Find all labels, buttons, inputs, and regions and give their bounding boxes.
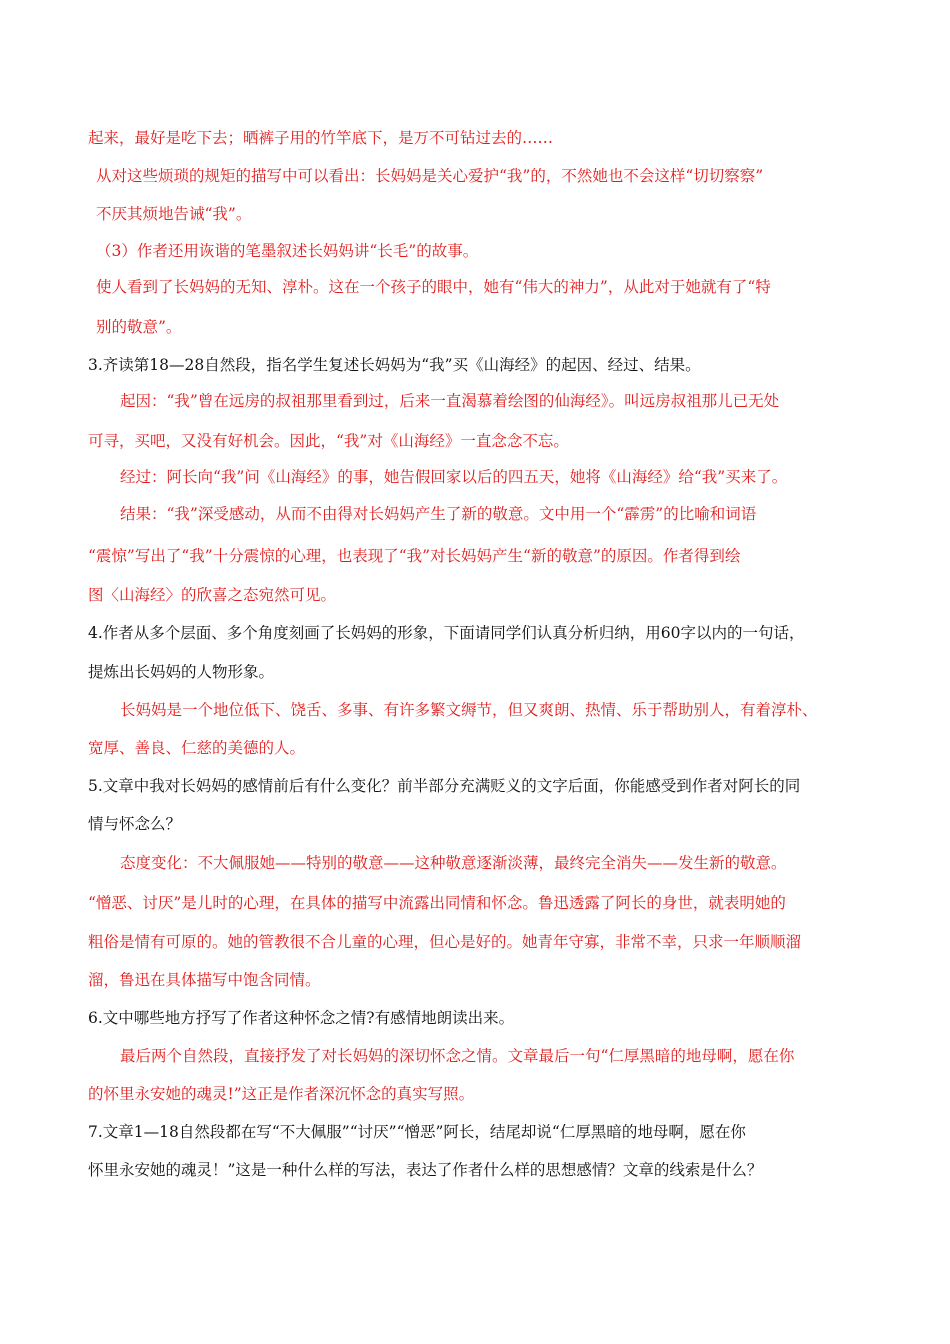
text-line: “憎恶、讨厌”是儿时的心理，在具体的描写中流露出同情和怀念。鲁迅透露了阿长的身世，就表明她的 bbox=[88, 894, 786, 912]
text-line: 粗俗是情有可原的。她的管教很不合儿童的心理，但心是好的。她青年守寡，非常不幸，只求一年顺顺溜 bbox=[88, 933, 802, 951]
question-line: 7.文章1—18自然段都在写“不大佩服”“讨厌”“憎恶”阿长，结尾却说“仁厚黑暗的地母啊，愿在你 bbox=[88, 1123, 746, 1141]
text-line: 结果：“我”深受感动，从而不由得对长妈妈产生了新的敬意。文中用一个“霹雳”的比喻和词语 bbox=[120, 505, 757, 523]
text-line: 别的敬意”。 bbox=[96, 318, 182, 336]
text-line: 可寻，买吧，又没有好机会。因此，“我”对《山海经》一直念念不忘。 bbox=[88, 432, 569, 450]
text-line: 从对这些烦琐的规矩的描写中可以看出：长妈妈是关心爱护“我”的，不然她也不会这样“切切察察” bbox=[96, 167, 764, 185]
text-line: 使人看到了长妈妈的无知、淳朴。这在一个孩子的眼中，她有“伟大的神力”，从此对于她就有了“特 bbox=[96, 278, 771, 296]
text-line: 起来，最好是吃下去；晒裤子用的竹竿底下，是万不可钻过去的…… bbox=[88, 129, 554, 147]
question-line: 提炼出长妈妈的人物形象。 bbox=[88, 663, 275, 681]
text-line: 长妈妈是一个地位低下、饶舌、多事、有许多繁文缛节，但又爽朗、热情、乐于帮助别人，有着淳朴、 bbox=[120, 701, 818, 719]
text-line: 不厌其烦地告诫“我”。 bbox=[96, 205, 252, 223]
question-line: 情与怀念么？ bbox=[88, 815, 182, 833]
question-line: 3.齐读第18—28自然段，指名学生复述长妈妈为“我”买《山海经》的起因、经过、结果。 bbox=[88, 356, 701, 374]
text-line: 经过：阿长向“我”问《山海经》的事，她告假回家以后的四五天，她将《山海经》给“我”买来了。 bbox=[120, 468, 788, 486]
question-line: 6.文中哪些地方抒写了作者这种怀念之情?有感情地朗读出来。 bbox=[88, 1009, 515, 1027]
text-line: “震惊”写出了“我”十分震惊的心理，也表现了“我”对长妈妈产生“新的敬意”的原因。作者得到绘 bbox=[88, 547, 741, 565]
text-line: 最后两个自然段，直接抒发了对长妈妈的深切怀念之情。文章最后一句“仁厚黑暗的地母啊，愿在你 bbox=[120, 1047, 795, 1065]
text-line: （3）作者还用诙谐的笔墨叙述长妈妈讲“长毛”的故事。 bbox=[96, 242, 479, 260]
text-line: 宽厚、善良、仁慈的美德的人。 bbox=[88, 739, 306, 757]
question-line: 4.作者从多个层面、多个角度刻画了长妈妈的形象，下面请同学们认真分析归纳，用60字以内的一句话， bbox=[88, 624, 805, 642]
text-line: 溜，鲁迅在具体描写中饱含同情。 bbox=[88, 971, 321, 989]
question-line: 5.文章中我对长妈妈的感情前后有什么变化？前半部分充满贬义的文字后面，你能感受到作者对阿长的同 bbox=[88, 777, 801, 795]
question-line: 怀里永安她的魂灵！”这是一种什么样的写法，表达了作者什么样的思想感情？文章的线索是什么？ bbox=[88, 1161, 763, 1179]
text-line: 态度变化：不大佩服她——特别的敬意——这种敬意逐渐淡薄，最终完全消失——发生新的敬意。 bbox=[120, 854, 787, 872]
text-line: 的怀里永安她的魂灵!”这正是作者深沉怀念的真实写照。 bbox=[88, 1085, 475, 1103]
text-line: 图〈山海经〉的欣喜之态宛然可见。 bbox=[88, 586, 337, 604]
text-line: 起因：“我”曾在远房的叔祖那里看到过，后来一直渴慕着绘图的仙海经》。叫远房叔祖那儿已无处 bbox=[120, 392, 780, 410]
